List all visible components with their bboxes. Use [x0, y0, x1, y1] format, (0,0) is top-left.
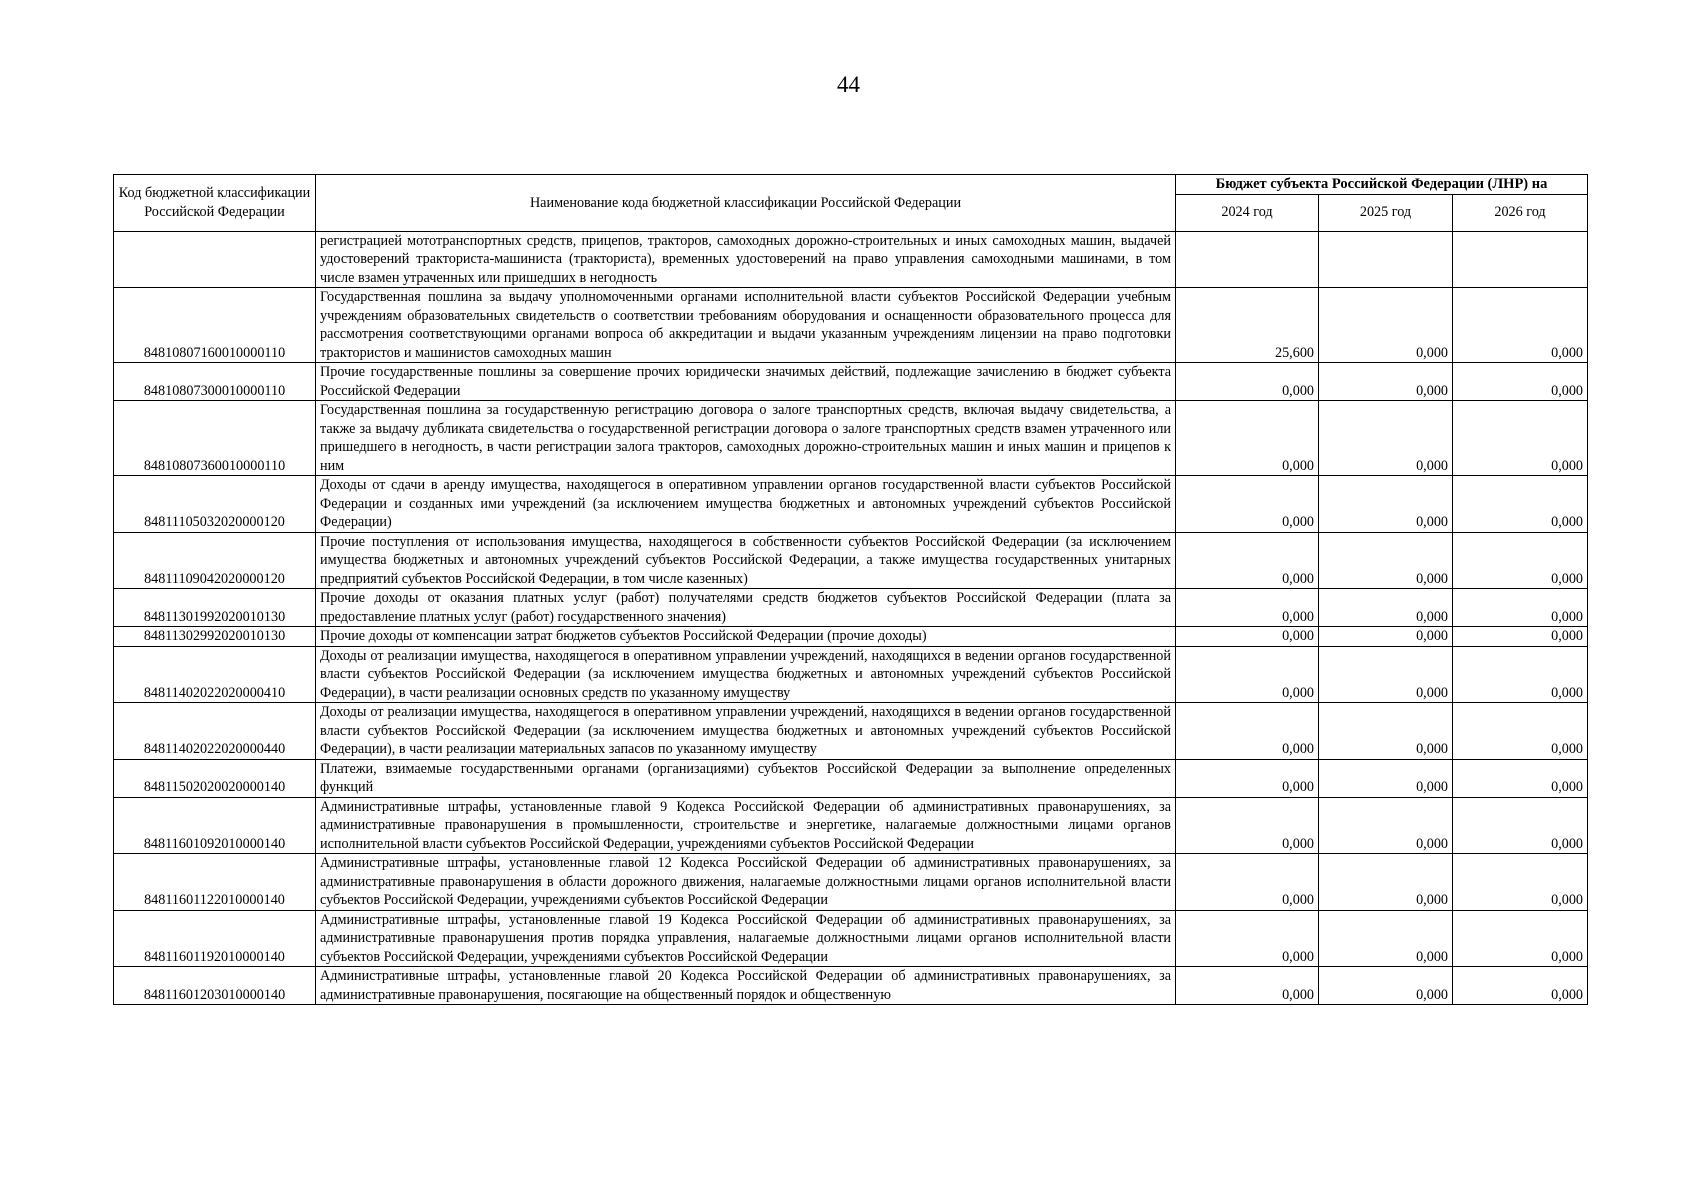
value-2024-cell: 0,000	[1176, 967, 1319, 1005]
value-2025-cell: 0,000	[1319, 797, 1453, 854]
value-2025-cell: 0,000	[1319, 910, 1453, 967]
budget-code-cell: 84811601092010000140	[114, 797, 316, 854]
year-2025-header: 2025 год	[1319, 194, 1453, 231]
budget-code-name-cell: Государственная пошлина за государственную регистрацию договора о залоге транспортных средств, включая выдачу свидетельства, а также за выдачу дубликата свидетельства о государственной регистрации договора о залоге транспортных средств взамен утраченного или пришедшего в негодность, в части регистрации залога тракторов, самоходных дорожно-строительных машин и иных машин и прицепов к ним	[316, 401, 1176, 476]
value-2025-cell: 0,000	[1319, 627, 1453, 647]
budget-code-cell: 84811109042020000120	[114, 532, 316, 589]
table-row	[114, 759, 1588, 797]
budget-code-cell: 84811601122010000140	[114, 854, 316, 911]
value-2024-cell: 0,000	[1176, 646, 1319, 703]
budget-code-name-cell: Прочие доходы от оказания платных услуг (работ) получателями средств бюджетов субъектов Российской Федерации (плата за предоставление платных услуг (работ) государственного значения)	[316, 589, 1176, 627]
budget-code-name-cell: регистрацией мототранспортных средств, прицепов, тракторов, самоходных дорожно-строительных и иных самоходных машин, выдачей удостоверений тракториста-машиниста (тракториста), временных удостоверений на право управления самоходными машинами, в том числе взамен утраченных или пришедших в негодность	[316, 231, 1176, 288]
table-row	[114, 967, 1588, 1005]
budget-code-cell: 84811301992020010130	[114, 589, 316, 627]
table-row	[114, 532, 1588, 589]
value-2024-cell: 0,000	[1176, 854, 1319, 911]
budget-code-cell: 84811601203010000140	[114, 967, 316, 1005]
year-2026-header: 2026 год	[1453, 194, 1588, 231]
header-row-1	[114, 175, 1588, 195]
value-2024-cell: 0,000	[1176, 703, 1319, 760]
value-2026-cell: 0,000	[1453, 646, 1588, 703]
table-row	[114, 646, 1588, 703]
table-row	[114, 476, 1588, 533]
budget-code-name-cell: Административные штрафы, установленные главой 20 Кодекса Российской Федерации об административных правонарушениях, за административные правонарушения, посягающие на общественный порядок и общественную	[316, 967, 1176, 1005]
value-2025-cell: 0,000	[1319, 703, 1453, 760]
table-row	[114, 854, 1588, 911]
value-2025-cell: 0,000	[1319, 532, 1453, 589]
value-2025-cell: 0,000	[1319, 589, 1453, 627]
budget-code-cell: 84811402022020000440	[114, 703, 316, 760]
budget-code-name-cell: Административные штрафы, установленные главой 19 Кодекса Российской Федерации об административных правонарушениях, за административные правонарушения против порядка управления, налагаемые должностными лицами органов исполнительной власти субъектов Российской Федерации, учреждениями субъектов Российской Федерации	[316, 910, 1176, 967]
budget-code-name-cell: Государственная пошлина за выдачу уполномоченными органами исполнительной власти субъектов Российской Федерации учебным учреждениям образовательных свидетельств о соответствии требованиям оборудования и оснащенности образовательного процесса для рассмотрения соответствующими органами вопроса об аккредитации и выдачи указанным учреждениям лицензии на право подготовки трактористов и машинистов самоходных машин	[316, 288, 1176, 363]
value-2026-cell: 0,000	[1453, 703, 1588, 760]
budget-code-name-cell: Прочие доходы от компенсации затрат бюджетов субъектов Российской Федерации (прочие доходы)	[316, 627, 1176, 647]
table-row	[114, 910, 1588, 967]
table-row	[114, 703, 1588, 760]
value-2025-cell: 0,000	[1319, 476, 1453, 533]
value-2026-cell: 0,000	[1453, 476, 1588, 533]
value-2025-cell: 0,000	[1319, 759, 1453, 797]
value-2024-cell: 0,000	[1176, 532, 1319, 589]
value-2026-cell: 0,000	[1453, 363, 1588, 401]
table-row	[114, 363, 1588, 401]
budget-code-name-cell: Административные штрафы, установленные главой 9 Кодекса Российской Федерации об административных правонарушениях, за административные правонарушения в промышленности, строительстве и энергетике, налагаемые должностными лицами органов исполнительной власти субъектов Российской Федерации, учреждениями субъектов Российской Федерации	[316, 797, 1176, 854]
budget-code-name-cell: Прочие поступления от использования имущества, находящегося в собственности субъектов Российской Федерации (за исключением имущества бюджетных и автономных учреждений субъектов Российской Федерации, а также имущества государственных унитарных предприятий субъектов Российской Федерации, в том числе казенных)	[316, 532, 1176, 589]
budget-code-cell: 84811302992020010130	[114, 627, 316, 647]
value-2024-cell: 0,000	[1176, 476, 1319, 533]
value-2024-cell: 0,000	[1176, 589, 1319, 627]
budget-code-name-cell: Доходы от реализации имущества, находящегося в оперативном управлении учреждений, находящихся в ведении органов государственной власти субъектов Российской Федерации (за исключением имущества бюджетных и автономных учреждений субъектов Российской Федерации), в части реализации основных средств по указанному имуществу	[316, 646, 1176, 703]
value-2024-cell: 0,000	[1176, 401, 1319, 476]
value-2026-cell: 0,000	[1453, 288, 1588, 363]
table-row	[114, 401, 1588, 476]
value-2026-cell: 0,000	[1453, 589, 1588, 627]
budget-code-name-cell: Доходы от сдачи в аренду имущества, находящегося в оперативном управлении органов государственной власти субъектов Российской Федерации и созданных ими учреждений (за исключением имущества бюджетных и автономных учреждений субъектов Российской Федерации)	[316, 476, 1176, 533]
value-2025-cell: 0,000	[1319, 401, 1453, 476]
value-2026-cell: 0,000	[1453, 627, 1588, 647]
budget-code-cell: 84811105032020000120	[114, 476, 316, 533]
budget-group-header: Бюджет субъекта Российской Федерации (ЛНР) на	[1176, 175, 1588, 195]
budget-code-cell: 84811502020020000140	[114, 759, 316, 797]
value-2025-cell: 0,000	[1319, 967, 1453, 1005]
code-column-header: Код бюджетной классификации Российской Федерации	[114, 175, 316, 232]
budget-code-cell: 84810807160010000110	[114, 288, 316, 363]
value-2026-cell: 0,000	[1453, 759, 1588, 797]
budget-code-name-cell: Прочие государственные пошлины за совершение прочих юридически значимых действий, подлежащие зачислению в бюджет субъекта Российской Федерации	[316, 363, 1176, 401]
value-2025-cell	[1319, 231, 1453, 288]
value-2026-cell: 0,000	[1453, 797, 1588, 854]
value-2024-cell: 0,000	[1176, 627, 1319, 647]
budget-code-cell: 84810807300010000110	[114, 363, 316, 401]
value-2025-cell: 0,000	[1319, 288, 1453, 363]
name-column-header: Наименование кода бюджетной классификации Российской Федерации	[316, 175, 1176, 232]
value-2024-cell: 0,000	[1176, 910, 1319, 967]
table-body	[114, 231, 1588, 1005]
table-row	[114, 231, 1588, 288]
budget-code-name-cell: Платежи, взимаемые государственными органами (организациями) субъектов Российской Федерации за выполнение определенных функций	[316, 759, 1176, 797]
budget-code-name-cell: Доходы от реализации имущества, находящегося в оперативном управлении учреждений, находящихся в ведении органов государственной власти субъектов Российской Федерации (за исключением имущества бюджетных и автономных учреждений субъектов Российской Федерации), в части реализации материальных запасов по указанному имуществу	[316, 703, 1176, 760]
budget-code-cell: 84811402022020000410	[114, 646, 316, 703]
budget-code-cell: 84810807360010000110	[114, 401, 316, 476]
budget-classification-table	[113, 174, 1588, 1005]
value-2026-cell: 0,000	[1453, 532, 1588, 589]
table-header	[114, 175, 1588, 232]
budget-code-cell: 84811601192010000140	[114, 910, 316, 967]
value-2024-cell: 0,000	[1176, 797, 1319, 854]
value-2025-cell: 0,000	[1319, 363, 1453, 401]
value-2026-cell: 0,000	[1453, 401, 1588, 476]
value-2024-cell: 25,600	[1176, 288, 1319, 363]
year-2024-header: 2024 год	[1176, 194, 1319, 231]
value-2025-cell: 0,000	[1319, 854, 1453, 911]
budget-code-cell	[114, 231, 316, 288]
value-2024-cell	[1176, 231, 1319, 288]
value-2026-cell: 0,000	[1453, 854, 1588, 911]
value-2026-cell: 0,000	[1453, 967, 1588, 1005]
value-2024-cell: 0,000	[1176, 759, 1319, 797]
page-number: 44	[837, 72, 860, 97]
value-2026-cell	[1453, 231, 1588, 288]
table-row	[114, 627, 1588, 647]
table-row	[114, 589, 1588, 627]
value-2025-cell: 0,000	[1319, 646, 1453, 703]
value-2026-cell: 0,000	[1453, 910, 1588, 967]
value-2024-cell: 0,000	[1176, 363, 1319, 401]
table-row	[114, 797, 1588, 854]
table-row	[114, 288, 1588, 363]
budget-code-name-cell: Административные штрафы, установленные главой 12 Кодекса Российской Федерации об административных правонарушениях, за административные правонарушения в области дорожного движения, налагаемые должностными лицами органов исполнительной власти субъектов Российской Федерации, учреждениями субъектов Российской Федерации	[316, 854, 1176, 911]
